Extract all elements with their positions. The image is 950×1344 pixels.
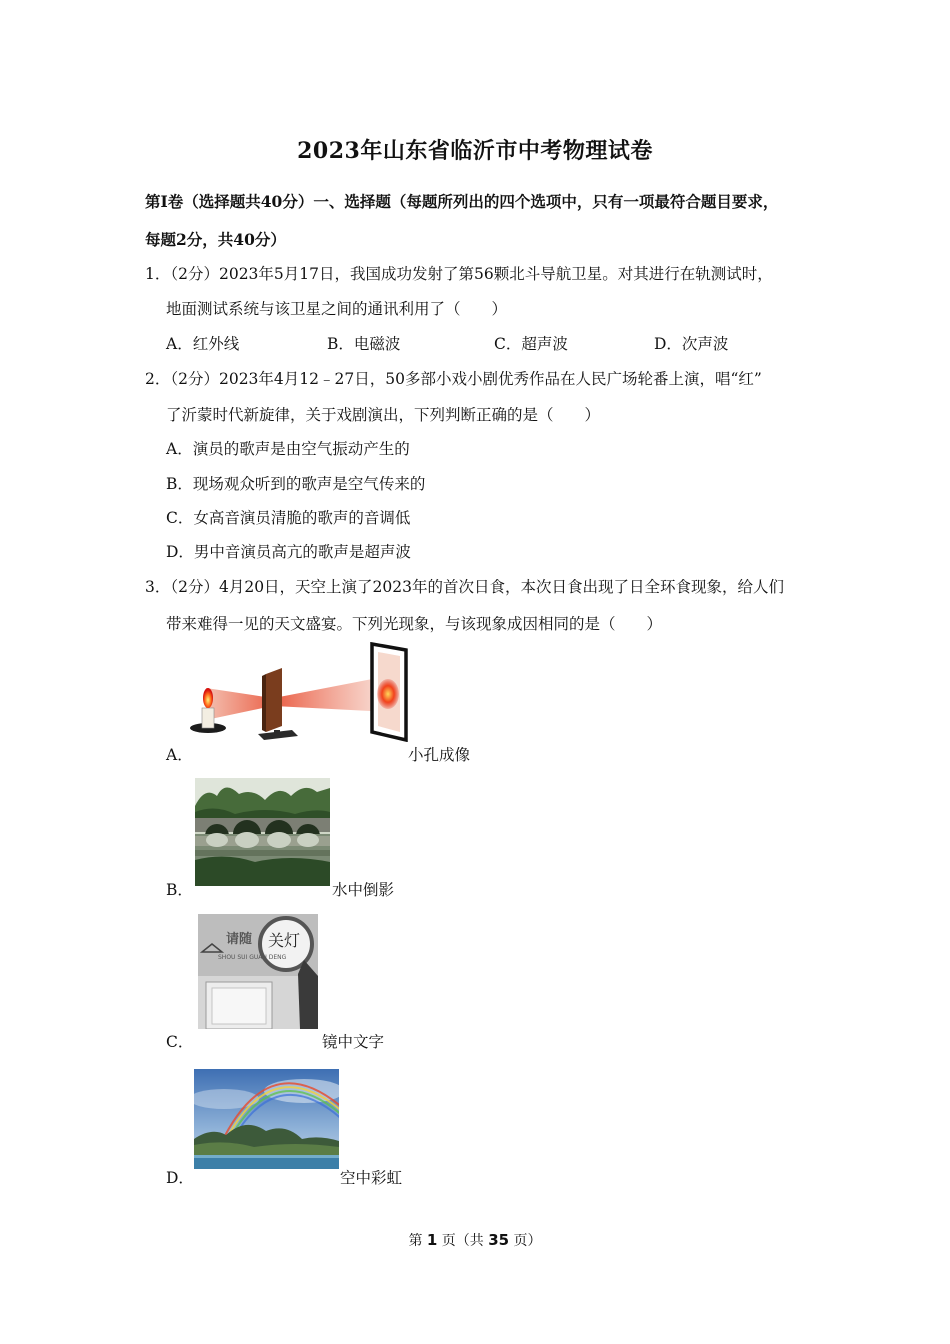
pinhole-camera-figure: [188, 642, 408, 742]
q2-option-d: D．男中音演员高亢的歌声是超声波: [166, 543, 411, 561]
footer-mid: 页（共: [437, 1233, 489, 1249]
q3-option-b-letter: B．: [166, 881, 193, 899]
sign-text-c: SHOU SUI GUAN DENG: [218, 954, 287, 961]
page-title: 2023年山东省临沂市中考物理试卷: [297, 138, 653, 164]
footer-page-number: 1: [426, 1231, 438, 1249]
q3-option-d-caption: 空中彩虹: [340, 1169, 403, 1187]
q2-option-c: C．女高音演员清脆的歌声的音调低: [166, 509, 411, 527]
q3-option-b-caption: 水中倒影: [332, 881, 395, 899]
footer-total-pages: 35: [488, 1231, 510, 1249]
sign-text-b: 关灯: [268, 931, 301, 950]
q1-option-b: B．电磁波: [327, 335, 401, 353]
q3-option-c-letter: C．: [166, 1033, 194, 1051]
q1-option-c: C．超声波: [494, 335, 568, 353]
q2-stem-line2: 了沂蒙时代新旋律，关于戏剧演出，下列判断正确的是（ ）: [166, 406, 601, 424]
q3-option-c-caption: 镜中文字: [322, 1033, 385, 1051]
q3-option-a-caption: 小孔成像: [408, 746, 471, 764]
bridge-reflection-photo: [195, 778, 330, 886]
q1-stem-line2: 地面测试系统与该卫星之间的通讯利用了（ ）: [166, 300, 508, 318]
q3-option-a-letter: A．: [166, 746, 193, 764]
q3-stem-line1: 3．（2分）4月20日，天空上演了2023年的首次日食，本次日食出现了日全环食现象，给人们: [145, 578, 785, 596]
footer-post: 页）: [509, 1233, 542, 1249]
footer-pre: 第: [408, 1233, 427, 1249]
q2-option-a: A．演员的歌声是由空气振动产生的: [166, 440, 410, 458]
q3-stem-line2: 带来难得一见的天文盛宴。下列光现象，与该现象成因相同的是（ ）: [166, 615, 663, 633]
q2-stem-line1: 2．（2分）2023年4月12﹣27日，50多部小戏小剧优秀作品在人民广场轮番上演，唱“红”: [145, 370, 762, 388]
q2-option-b: B．现场观众听到的歌声是空气传来的: [166, 475, 426, 493]
sign-text-a: 请随: [226, 932, 253, 947]
q3-option-d-letter: D．: [166, 1169, 194, 1187]
mirror-sign-photo: [198, 914, 318, 1029]
section-heading-line1: 第Ⅰ卷（选择题共40分）一、选择题（每题所列出的四个选项中，只有一项最符合题目要求，: [145, 192, 779, 211]
page-footer: [0, 1230, 950, 1250]
rainbow-photo: [194, 1069, 339, 1169]
q1-option-a: A．红外线: [166, 335, 240, 353]
q1-stem-line1: 1．（2分）2023年5月17日，我国成功发射了第56颗北斗导航卫星。对其进行在轨测试时，: [145, 265, 773, 283]
section-heading-line2: 每题2分，共40分）: [145, 230, 286, 249]
q1-option-d: D．次声波: [654, 335, 729, 353]
